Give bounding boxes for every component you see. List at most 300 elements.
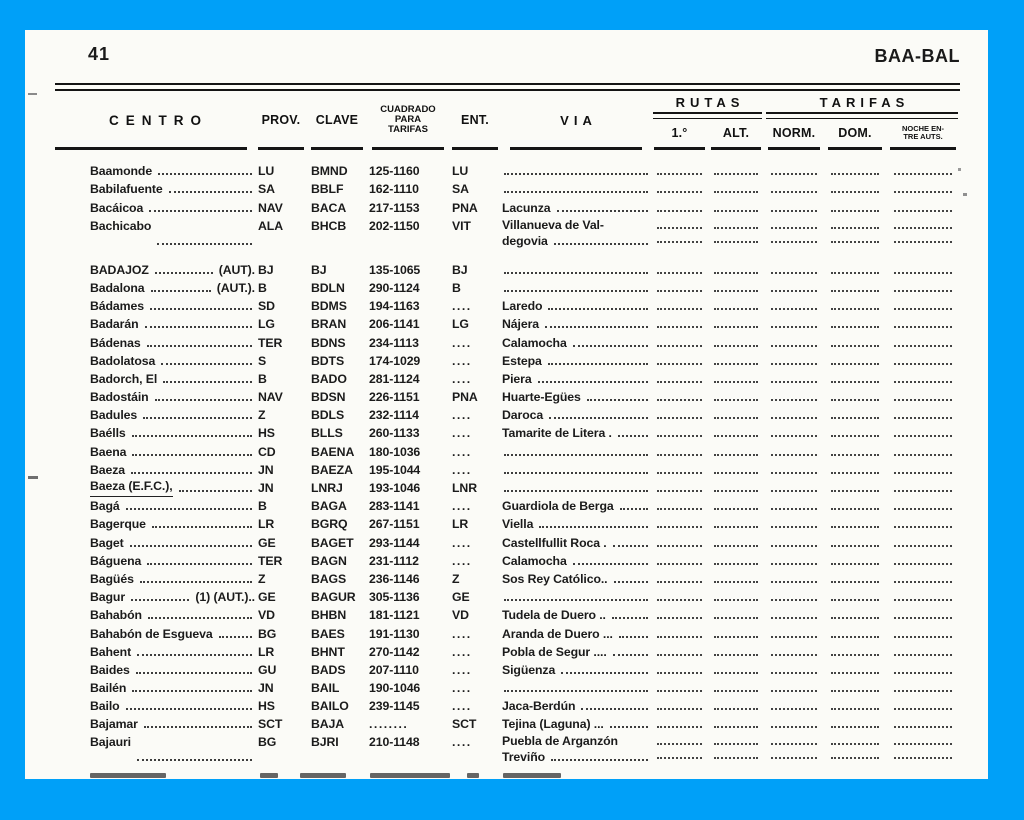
rule-ent <box>452 147 498 150</box>
cuadrado-cell: 234-1113 <box>369 335 419 350</box>
dot-leader <box>136 672 252 674</box>
cuadrado-cell: 162-1110 <box>369 182 419 197</box>
tarifa-norm-cell <box>764 625 824 643</box>
ruta-primera-cell <box>651 389 708 407</box>
table-row <box>55 498 960 516</box>
prov-cell: JN <box>258 681 274 696</box>
centro-name: Baeza <box>90 462 126 477</box>
ent-cell: SA <box>452 182 469 197</box>
dot-leader <box>771 654 818 656</box>
via-cell: Sos Rey Católico.. <box>501 571 651 589</box>
cuadrado-cell: 193-1046 <box>369 481 421 495</box>
dot-leader <box>831 636 879 638</box>
centro-name: Badorch, El <box>90 371 158 386</box>
dot-leader <box>831 290 879 292</box>
ent-cell: .... <box>452 462 472 477</box>
tarifa-dom-cell <box>824 698 886 716</box>
clave-cell: BAGUR <box>311 590 356 605</box>
dot-leader <box>657 690 701 692</box>
dot-leader <box>831 545 879 547</box>
cuadrado-cell: 270-1142 <box>369 644 420 659</box>
ruta-primera-cell <box>651 443 708 461</box>
dot-leader <box>771 708 818 710</box>
prov-cell: LU <box>258 164 275 179</box>
tarifa-noche-cell <box>886 443 960 461</box>
centro-cell <box>55 516 255 534</box>
dot-leader <box>771 399 818 401</box>
prov-cell: NAV <box>258 200 283 215</box>
dot-leader <box>714 581 758 583</box>
ent-cell: Z <box>452 571 460 586</box>
ent-label: ENT. <box>461 113 489 127</box>
dot-leader <box>126 508 252 510</box>
prov-cell: B <box>258 499 267 514</box>
tarifa-norm-cell <box>764 680 824 698</box>
dot-leader <box>771 617 818 619</box>
tarifa-dom-cell <box>824 199 886 217</box>
dot-leader <box>152 526 252 528</box>
ent-cell: .... <box>452 681 472 696</box>
tarifa-norm-cell <box>764 498 824 516</box>
ruta-primera-cell <box>651 644 708 662</box>
dot-leader <box>894 290 952 292</box>
dot-leader <box>831 743 879 745</box>
tarifa-dom-cell <box>824 589 886 607</box>
clave-cell: BDNS <box>311 335 346 350</box>
ruta-alt-cell <box>708 480 764 498</box>
dot-leader <box>714 708 758 710</box>
table-body <box>25 163 988 767</box>
ruta-primera-cell <box>651 589 708 607</box>
ruta-primera-cell <box>651 680 708 698</box>
via-cell: Puebla de Arganzón Treviño <box>501 734 651 767</box>
tarifa-norm-cell <box>764 425 824 443</box>
dot-leader <box>137 654 252 656</box>
centro-cell <box>55 371 255 389</box>
tarifa-dom-cell <box>824 371 886 389</box>
dot-leader <box>657 290 701 292</box>
centro-cell <box>55 199 255 217</box>
dot-leader <box>831 526 879 528</box>
clave-cell: BHNT <box>311 644 345 659</box>
dot-leader <box>714 726 758 728</box>
cuadrado-cell: 239-1145 <box>369 699 420 714</box>
prov-cell: VD <box>258 608 275 623</box>
dot-leader <box>137 759 252 761</box>
centro-cell <box>55 625 255 643</box>
tarifa-noche-cell <box>886 553 960 571</box>
dot-leader <box>657 708 701 710</box>
dot-leader <box>894 363 952 365</box>
centro-cell <box>55 480 255 498</box>
table-row <box>55 298 960 316</box>
tarifa-norm-cell <box>764 443 824 461</box>
dot-leader <box>894 636 952 638</box>
prov-cell: Z <box>258 408 266 423</box>
tarifa-norm-cell <box>764 199 824 217</box>
dot-leader <box>894 326 952 328</box>
centro-name: Bajamar <box>90 717 138 732</box>
dot-leader <box>831 490 879 492</box>
tarifa-norm-cell <box>764 280 824 298</box>
dot-leader <box>831 726 879 728</box>
cuadrado-cell: 202-1150 <box>369 218 420 233</box>
page-head <box>55 44 960 70</box>
clave-cell: BAEZA <box>311 462 353 477</box>
prov-cell: SA <box>258 182 275 197</box>
ruta-primera-cell <box>651 480 708 498</box>
centro-name: Bahent <box>90 644 132 659</box>
clave-cell: BLLS <box>311 426 343 441</box>
via-cell <box>501 163 651 181</box>
ruta-alt-cell <box>708 698 764 716</box>
dot-leader <box>151 290 211 292</box>
section-range: BAA-BAL <box>874 46 960 66</box>
dot-leader <box>714 690 758 692</box>
rule-centro <box>55 147 247 150</box>
clave-cell: BAGET <box>311 535 354 550</box>
table-row <box>55 443 960 461</box>
prov-cell: BG <box>258 735 277 750</box>
clave-cell: BGRQ <box>311 517 348 532</box>
via-cell: Guardiola de Berga <box>501 498 651 516</box>
prov-cell: GE <box>258 535 276 550</box>
tarifa-norm-label: NORM. <box>772 126 816 140</box>
cuadrado-cell: 290-1124 <box>369 280 420 295</box>
table-row <box>55 316 960 334</box>
table-row <box>55 163 960 181</box>
tarifa-noche-cell <box>886 571 960 589</box>
dot-leader <box>894 272 952 274</box>
dot-leader <box>219 636 252 638</box>
ruta-primera-cell <box>651 181 708 199</box>
via-cell: Jaca-Berdún <box>501 698 651 716</box>
via-cell: Tudela de Duero .. <box>501 607 651 625</box>
clave-cell: BBLF <box>311 182 344 197</box>
col-header-centro <box>55 92 255 148</box>
centro-cell <box>55 680 255 698</box>
ruta-alt-cell <box>708 425 764 443</box>
dot-leader <box>657 210 701 212</box>
dot-leader <box>771 581 818 583</box>
prov-cell: S <box>258 353 267 368</box>
dot-leader <box>771 526 818 528</box>
tarifa-dom-cell <box>824 534 886 552</box>
dot-leader <box>831 241 879 243</box>
dot-leader <box>894 399 952 401</box>
tarifa-dom-label: DOM. <box>838 126 872 140</box>
ent-cell: LNR <box>452 481 477 495</box>
centro-suffix: (AUT). <box>218 262 255 277</box>
dot-leader <box>771 508 818 510</box>
cuadrado-cell: 174-1029 <box>369 353 421 368</box>
ruta-alt-cell <box>708 199 764 217</box>
prov-cell: SD <box>258 299 275 314</box>
tarifa-noche-cell <box>886 218 960 251</box>
dot-leader <box>714 672 758 674</box>
tarifa-dom-cell <box>824 316 886 334</box>
centro-cell <box>55 407 255 425</box>
tarifa-norm-cell <box>764 716 824 734</box>
tarifa-norm-cell <box>764 218 824 251</box>
tarifa-dom-cell <box>824 625 886 643</box>
centro-cell <box>55 662 255 680</box>
ruta-primera-cell <box>651 716 708 734</box>
tarifa-noche-cell <box>886 353 960 371</box>
rule-tarifa-dom <box>828 147 883 150</box>
prov-cell: ALA <box>258 218 283 233</box>
ent-cell: .... <box>452 662 472 677</box>
ruta-primera-cell <box>651 218 708 251</box>
centro-name: Bahabón <box>90 608 142 623</box>
clave-cell: BDSN <box>311 390 346 405</box>
dot-leader <box>657 545 701 547</box>
dot-leader <box>831 454 879 456</box>
cuadrado-cell: 180-1036 <box>369 444 421 459</box>
dot-leader <box>155 272 213 274</box>
dot-leader <box>894 381 952 383</box>
dot-leader <box>771 272 818 274</box>
tarifa-dom-cell <box>824 218 886 251</box>
ent-cell: GE <box>452 590 470 605</box>
dot-leader <box>143 417 252 419</box>
directory-page <box>25 30 988 779</box>
centro-cell <box>55 734 255 767</box>
via-cell <box>501 480 651 498</box>
clave-cell: BACA <box>311 200 347 215</box>
tarifa-norm-cell <box>764 553 824 571</box>
rule-cuadrado <box>372 147 444 150</box>
tarifa-dom-cell <box>824 181 886 199</box>
tarifa-noche-cell <box>886 181 960 199</box>
dot-leader <box>894 757 952 759</box>
dot-leader <box>894 581 952 583</box>
centro-name: Bachicabo <box>90 218 152 233</box>
clipped-text-fragment <box>370 773 450 778</box>
dot-leader <box>657 191 701 193</box>
centro-label: CENTRO <box>109 112 208 128</box>
table-row <box>55 462 960 480</box>
ent-cell: BJ <box>452 262 468 277</box>
centro-cell <box>55 425 255 443</box>
page-number: 41 <box>88 44 111 64</box>
scan-artifact <box>958 168 961 171</box>
dot-leader <box>714 308 758 310</box>
dot-leader <box>831 191 879 193</box>
table-row <box>55 516 960 534</box>
ruta-alt-cell <box>708 716 764 734</box>
ent-cell: .... <box>452 353 472 368</box>
prov-cell: SCT <box>258 717 283 732</box>
rule-tarifa-noche <box>890 147 955 150</box>
centro-name: Bailén <box>90 681 127 696</box>
dot-leader <box>714 545 758 547</box>
dot-leader <box>179 490 252 492</box>
ent-cell: .... <box>452 499 472 514</box>
tarifa-norm-cell <box>764 262 824 280</box>
via-cell: Sigüenza <box>501 662 651 680</box>
via-cell: Nájera <box>501 316 651 334</box>
cuadrado-cell: 267-1151 <box>369 517 420 532</box>
tarifa-dom-cell <box>824 353 886 371</box>
ruta-primera-label: 1.° <box>671 126 688 140</box>
via-cell: Castellfullit Roca . <box>501 534 651 552</box>
centro-name: Bajauri <box>90 735 131 750</box>
dot-leader <box>831 672 879 674</box>
ent-cell: .... <box>452 535 472 550</box>
dot-leader <box>771 435 818 437</box>
centro-name: Bahabón de Esgueva <box>90 626 213 641</box>
ruta-alt-cell <box>708 443 764 461</box>
table-row <box>55 199 960 217</box>
prov-cell: Z <box>258 571 266 586</box>
cuadrado-cell: 210-1148 <box>369 735 420 750</box>
dot-leader <box>894 435 952 437</box>
clave-cell: BDTS <box>311 353 345 368</box>
table-row <box>55 644 960 662</box>
dot-leader <box>831 399 879 401</box>
ruta-primera-cell <box>651 316 708 334</box>
cuadrado-cell: 283-1141 <box>369 499 420 514</box>
dot-leader <box>714 599 758 601</box>
dot-leader <box>771 308 818 310</box>
dot-leader <box>771 417 818 419</box>
tarifa-dom-cell <box>824 163 886 181</box>
dot-leader <box>831 599 879 601</box>
tarifa-dom-cell <box>824 480 886 498</box>
ruta-alt-cell <box>708 262 764 280</box>
centro-cell <box>55 316 255 334</box>
rule-via <box>510 147 642 150</box>
centro-name: Bagüés <box>90 571 134 586</box>
ent-cell: PNA <box>452 200 478 215</box>
ruta-alt-cell <box>708 498 764 516</box>
dot-leader <box>657 272 701 274</box>
tarifa-norm-cell <box>764 644 824 662</box>
tarifa-noche-cell <box>886 498 960 516</box>
dot-leader <box>163 381 252 383</box>
ruta-alt-cell <box>708 218 764 251</box>
dot-leader <box>714 326 758 328</box>
tarifa-noche-cell <box>886 334 960 352</box>
via-cell: Daroca <box>501 407 651 425</box>
ruta-alt-cell <box>708 571 764 589</box>
ruta-alt-cell <box>708 334 764 352</box>
dot-leader <box>657 490 701 492</box>
dot-leader <box>894 672 952 674</box>
dot-leader <box>158 173 252 175</box>
dot-leader <box>894 726 952 728</box>
clipped-text-fragment <box>300 773 346 778</box>
tarifa-noche-cell <box>886 316 960 334</box>
dot-leader <box>714 381 758 383</box>
dot-leader <box>771 326 818 328</box>
ruta-primera-cell <box>651 625 708 643</box>
clave-cell: BAGA <box>311 499 347 514</box>
tarifa-noche-cell <box>886 462 960 480</box>
dot-leader <box>714 272 758 274</box>
via-cell <box>501 181 651 199</box>
dot-leader <box>894 545 952 547</box>
ruta-primera-cell <box>651 371 708 389</box>
centro-name: Baides <box>90 662 130 677</box>
centro-cell <box>55 262 255 280</box>
ruta-primera-cell <box>651 298 708 316</box>
dot-leader <box>771 345 818 347</box>
dot-leader <box>771 636 818 638</box>
tarifa-norm-cell <box>764 181 824 199</box>
via-cell: Viella <box>501 516 651 534</box>
dot-leader <box>831 508 879 510</box>
dot-leader <box>831 757 879 759</box>
dot-leader <box>831 363 879 365</box>
dot-leader <box>714 743 758 745</box>
dot-leader <box>714 191 758 193</box>
ruta-alt-cell <box>708 589 764 607</box>
dot-leader <box>714 417 758 419</box>
tarifa-dom-cell <box>824 280 886 298</box>
dot-leader <box>157 243 252 245</box>
clave-cell: BDLS <box>311 408 345 423</box>
ruta-alt-cell <box>708 280 764 298</box>
dot-leader <box>894 210 952 212</box>
centro-name: Baeza (E.F.C.), <box>90 480 173 497</box>
prov-cell: NAV <box>258 390 283 405</box>
dot-leader <box>831 308 879 310</box>
dot-leader <box>831 563 879 565</box>
dot-leader <box>714 345 758 347</box>
ruta-primera-cell <box>651 280 708 298</box>
table-row <box>55 218 960 251</box>
dot-leader <box>132 690 252 692</box>
dot-leader <box>657 435 701 437</box>
centro-cell <box>55 716 255 734</box>
prov-cell: HS <box>258 426 275 441</box>
tarifa-dom-cell <box>824 443 886 461</box>
col-header-via <box>501 92 651 148</box>
header-bottom-rules <box>55 147 960 150</box>
centro-name: Badules <box>90 408 138 423</box>
tarifa-norm-cell <box>764 371 824 389</box>
ruta-primera-cell <box>651 534 708 552</box>
prov-label: PROV. <box>261 113 301 127</box>
centro-name: Báguena <box>90 553 142 568</box>
dot-leader <box>155 399 252 401</box>
dot-leader <box>126 708 252 710</box>
table-row <box>55 716 960 734</box>
rule-ruta-primera <box>654 147 704 150</box>
dot-leader <box>831 345 879 347</box>
dot-leader <box>657 326 701 328</box>
clave-cell: BDLN <box>311 280 345 295</box>
ent-cell: .... <box>452 371 472 386</box>
via-cell: Villanueva de Val- degovia <box>501 218 651 251</box>
prov-cell: HS <box>258 699 275 714</box>
col-header-ruta-alt <box>708 118 764 148</box>
ent-cell: .... <box>452 644 472 659</box>
table-row <box>55 553 960 571</box>
clave-cell: BAIL <box>311 681 340 696</box>
centro-cell <box>55 589 255 607</box>
dot-leader <box>657 726 701 728</box>
dot-leader <box>831 690 879 692</box>
dot-leader <box>657 417 701 419</box>
dot-leader <box>714 399 758 401</box>
centro-cell <box>55 443 255 461</box>
dot-leader <box>771 227 818 229</box>
clave-cell: BHCB <box>311 218 347 233</box>
ruta-primera-cell <box>651 734 708 767</box>
